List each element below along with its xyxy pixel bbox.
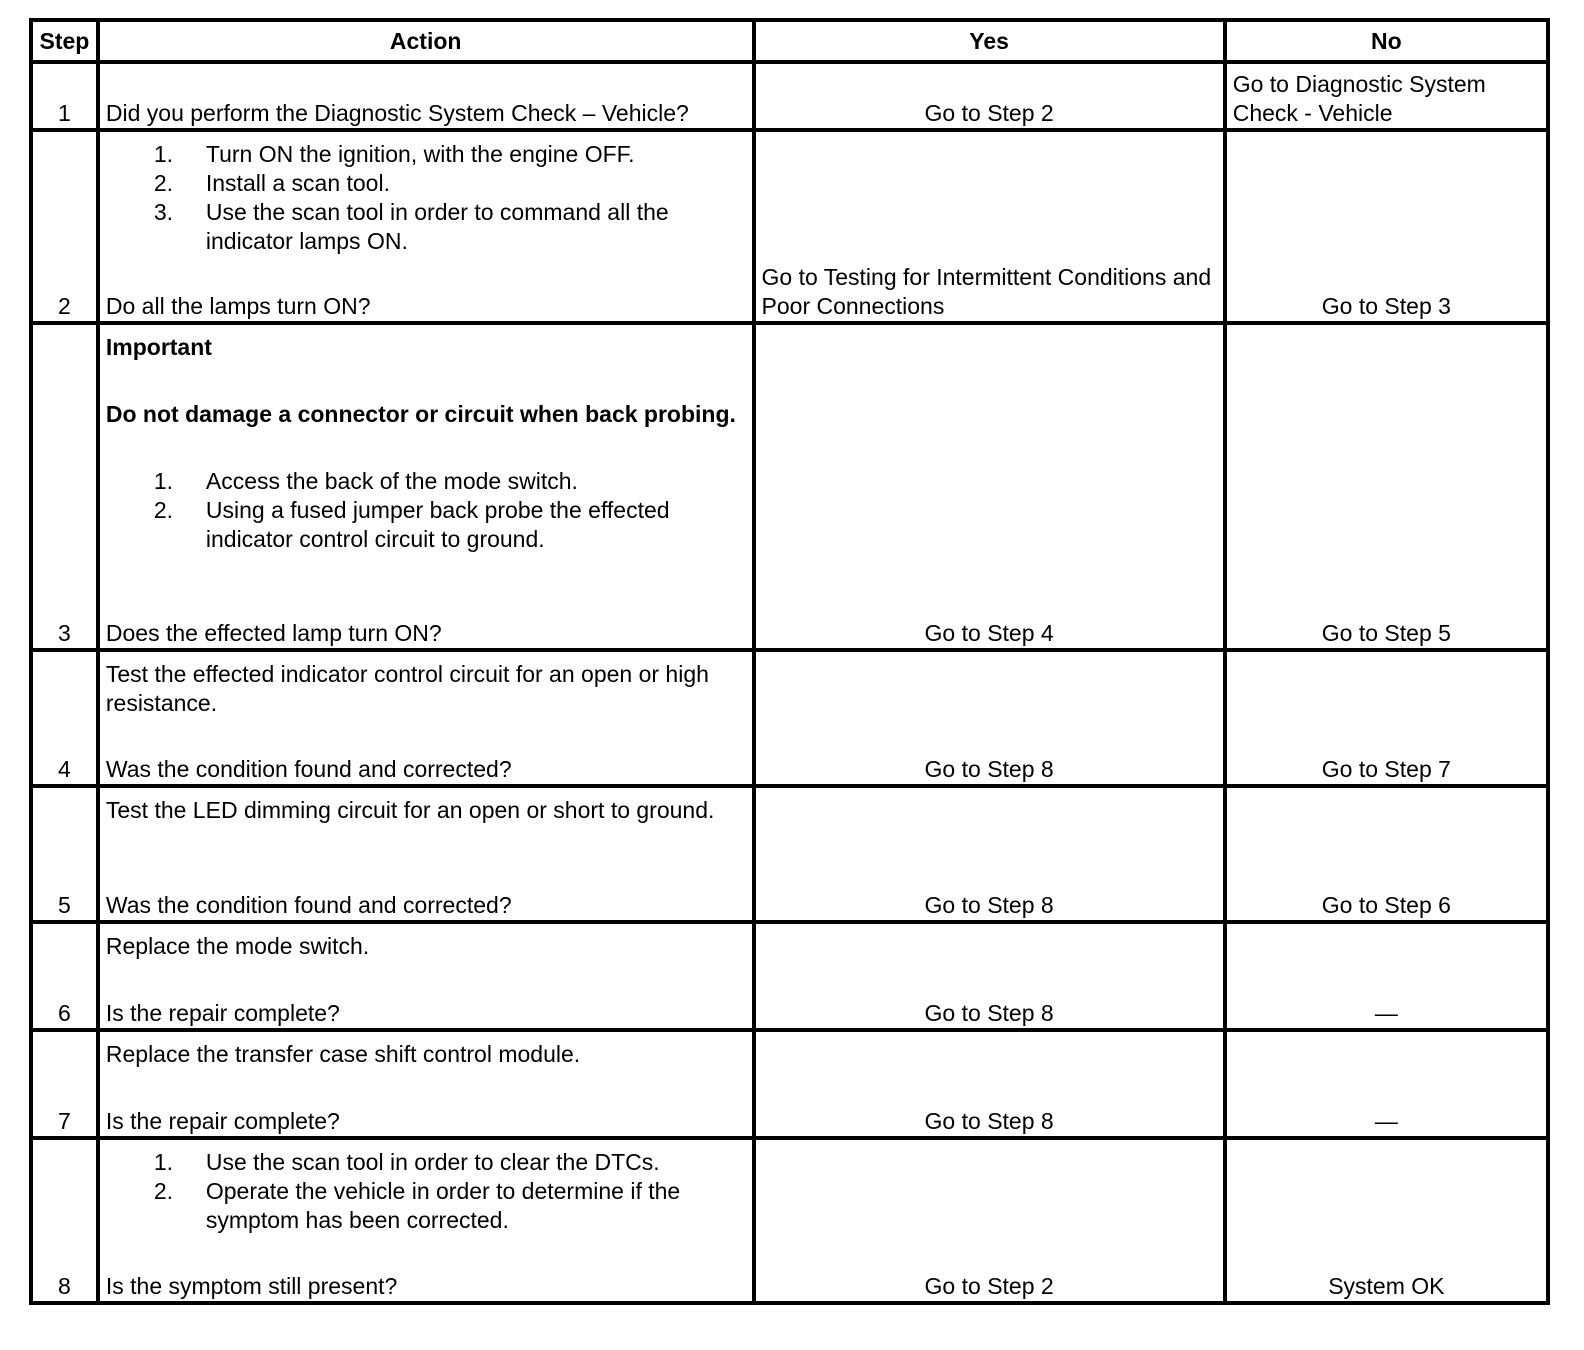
question-text: Was the condition found and corrected? bbox=[105, 756, 512, 782]
step-number: 8 bbox=[31, 1138, 98, 1303]
no-cell: Go to Step 6 bbox=[1225, 786, 1548, 922]
action-text: Replace the transfer case shift control module. bbox=[105, 1041, 581, 1067]
header-step: Step bbox=[31, 20, 98, 62]
no-cell: Go to Step 5 bbox=[1225, 323, 1548, 650]
instruction-list bbox=[106, 1148, 746, 1235]
question-text: Does the effected lamp turn ON? bbox=[105, 620, 442, 646]
table-row bbox=[31, 1030, 1548, 1138]
table-row bbox=[31, 62, 1548, 130]
list-item: Install a scan tool. bbox=[205, 170, 390, 196]
table-row bbox=[31, 922, 1548, 1030]
question-text: Is the repair complete? bbox=[105, 1108, 340, 1134]
list-item: Use the scan tool in order to clear the DTCs. bbox=[205, 1149, 660, 1175]
list-item: Access the back of the mode switch. bbox=[205, 468, 578, 494]
yes-cell: Go to Step 8 bbox=[754, 650, 1225, 786]
list-item: Using a fused jumper back probe the effected indicator control circuit to ground. bbox=[205, 497, 670, 552]
table-row bbox=[31, 323, 1548, 650]
action-text: Replace the mode switch. bbox=[105, 933, 370, 959]
yes-cell: Go to Step 8 bbox=[754, 786, 1225, 922]
yes-cell: Go to Step 2 bbox=[754, 62, 1225, 130]
action-cell bbox=[98, 130, 754, 323]
no-cell: Go to Step 3 bbox=[1225, 130, 1548, 323]
action-cell bbox=[98, 1030, 754, 1138]
step-number: 4 bbox=[31, 650, 98, 786]
action-cell bbox=[98, 650, 754, 786]
no-cell: — bbox=[1225, 1030, 1548, 1138]
step-number: 3 bbox=[31, 323, 98, 650]
important-text: Do not damage a connector or circuit when back probing. bbox=[105, 401, 736, 427]
action-cell bbox=[98, 1138, 754, 1303]
yes-cell: Go to Step 4 bbox=[754, 323, 1225, 650]
list-item: Operate the vehicle in order to determine if the symptom has been corrected. bbox=[205, 1178, 681, 1233]
step-number: 1 bbox=[31, 62, 98, 130]
step-number: 7 bbox=[31, 1030, 98, 1138]
instruction-list bbox=[106, 467, 746, 554]
question-text: Do all the lamps turn ON? bbox=[105, 293, 371, 319]
header-action: Action bbox=[98, 20, 754, 62]
table-row bbox=[31, 650, 1548, 786]
step-number: 2 bbox=[31, 130, 98, 323]
yes-cell: Go to Step 2 bbox=[754, 1138, 1225, 1303]
no-cell: Go to Diagnostic System Check - Vehicle bbox=[1225, 62, 1548, 130]
list-item: Use the scan tool in order to command all the indicator lamps ON. bbox=[205, 199, 669, 254]
important-label: Important bbox=[105, 334, 212, 360]
yes-cell: Go to Step 8 bbox=[754, 1030, 1225, 1138]
no-cell: Go to Step 7 bbox=[1225, 650, 1548, 786]
header-row bbox=[31, 20, 1548, 62]
action-text: Test the LED dimming circuit for an open or short to ground. bbox=[105, 797, 715, 823]
header-no: No bbox=[1225, 20, 1548, 62]
table-row bbox=[31, 130, 1548, 323]
list-item: Turn ON the ignition, with the engine OFF. bbox=[205, 141, 635, 167]
yes-cell: Go to Step 8 bbox=[754, 922, 1225, 1030]
action-cell bbox=[98, 922, 754, 1030]
step-number: 5 bbox=[31, 786, 98, 922]
question-text: Is the symptom still present? bbox=[105, 1273, 398, 1299]
table-row bbox=[31, 1138, 1548, 1303]
no-cell: System OK bbox=[1225, 1138, 1548, 1303]
question-text: Was the condition found and corrected? bbox=[105, 892, 512, 918]
no-cell: — bbox=[1225, 922, 1548, 1030]
instruction-list bbox=[106, 140, 746, 256]
action-cell bbox=[98, 62, 754, 130]
table-row bbox=[31, 786, 1548, 922]
diagnostic-table bbox=[29, 18, 1550, 1305]
question-text: Did you perform the Diagnostic System Check – Vehicle? bbox=[105, 100, 689, 126]
action-cell bbox=[98, 786, 754, 922]
question-text: Is the repair complete? bbox=[105, 1000, 340, 1026]
action-cell bbox=[98, 323, 754, 650]
step-number: 6 bbox=[31, 922, 98, 1030]
header-yes: Yes bbox=[754, 20, 1225, 62]
yes-cell: Go to Testing for Intermittent Conditions and Poor Connections bbox=[754, 130, 1225, 323]
action-text: Test the effected indicator control circuit for an open or high resistance. bbox=[105, 661, 709, 716]
